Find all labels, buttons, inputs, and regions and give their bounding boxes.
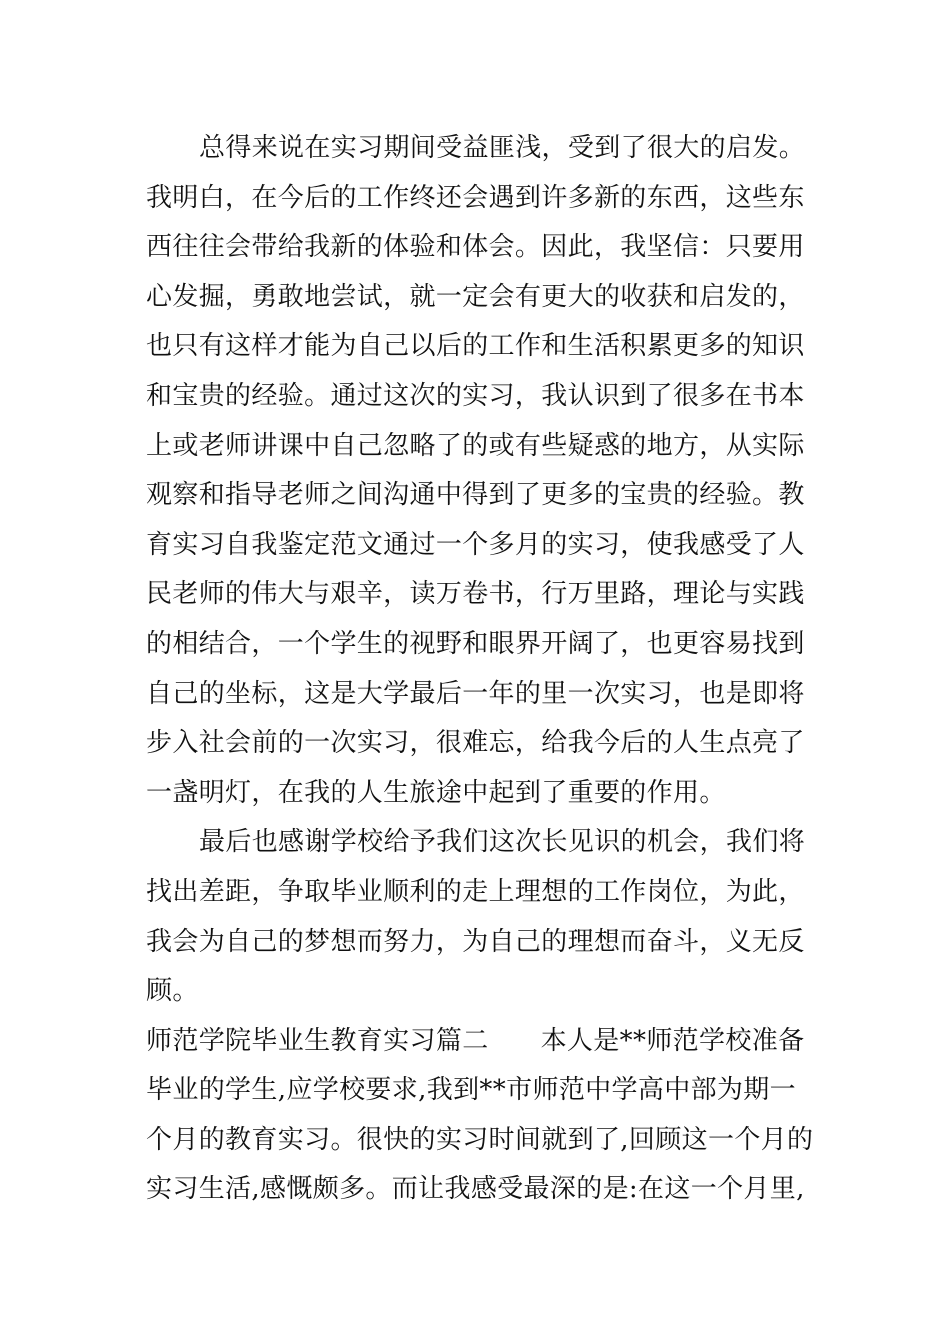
paragraph-line: 观察和指导老师之间沟通中得到了更多的宝贵的经验。教	[146, 480, 805, 511]
document-body	[146, 124, 814, 1215]
paragraph-line: 自己的坐标，这是大学最后一年的里一次实习，也是即将	[146, 678, 805, 709]
paragraph-line: 最后也感谢学校给予我们这次长见识的机会，我们将	[199, 827, 806, 858]
section-intro-text: 本人是**师范学校准备	[540, 1025, 805, 1056]
paragraph-line: 顾。	[146, 976, 199, 1007]
paragraph-line: 和宝贵的经验。通过这次的实习，我认识到了很多在书本	[146, 380, 805, 411]
paragraph-line: 找出差距，争取毕业顺利的走上理想的工作岗位，为此，	[146, 876, 805, 907]
paragraph-line: 实习生活,感慨颇多。而让我感受最深的是:在这一个月里,	[146, 1174, 805, 1205]
section-heading-line	[146, 1017, 806, 1067]
paragraph-line: 育实习自我鉴定范文通过一个多月的实习，使我感受了人	[146, 529, 805, 560]
paragraph-line: 总得来说在实习期间受益匪浅，受到了很大的启发。	[199, 133, 806, 163]
paragraph-line: 步入社会前的一次实习，很难忘，给我今后的人生点亮了	[146, 728, 805, 759]
section-heading: 师范学院毕业生教育实习篇二	[146, 1025, 489, 1056]
paragraph-line: 毕业的学生,应学校要求,我到**市师范中学高中部为期一	[146, 1075, 796, 1106]
paragraph-line: 我会为自己的梦想而努力，为自己的理想而奋斗，义无反	[146, 926, 805, 957]
paragraph-line: 也只有这样才能为自己以后的工作和生活积累更多的知识	[146, 331, 805, 362]
paragraph-line: 一盏明灯，在我的人生旅途中起到了重要的作用。	[146, 777, 726, 808]
paragraph-line: 西往往会带给我新的体验和体会。因此，我坚信：只要用	[146, 232, 805, 263]
paragraph-line: 上或老师讲课中自己忽略了的或有些疑惑的地方，从实际	[146, 430, 805, 461]
paragraph-line: 心发掘，勇敢地尝试，就一定会有更大的收获和启发的，	[146, 281, 805, 312]
paragraph-line: 我明白，在今后的工作终还会遇到许多新的东西，这些东	[146, 182, 805, 213]
paragraph-line: 民老师的伟大与艰辛，读万卷书，行万里路，理论与实践	[146, 579, 805, 610]
paragraph-line: 个月的教育实习。很快的实习时间就到了,回顾这一个月的	[146, 1124, 814, 1155]
paragraph-line: 的相结合，一个学生的视野和眼界开阔了，也更容易找到	[146, 628, 805, 659]
